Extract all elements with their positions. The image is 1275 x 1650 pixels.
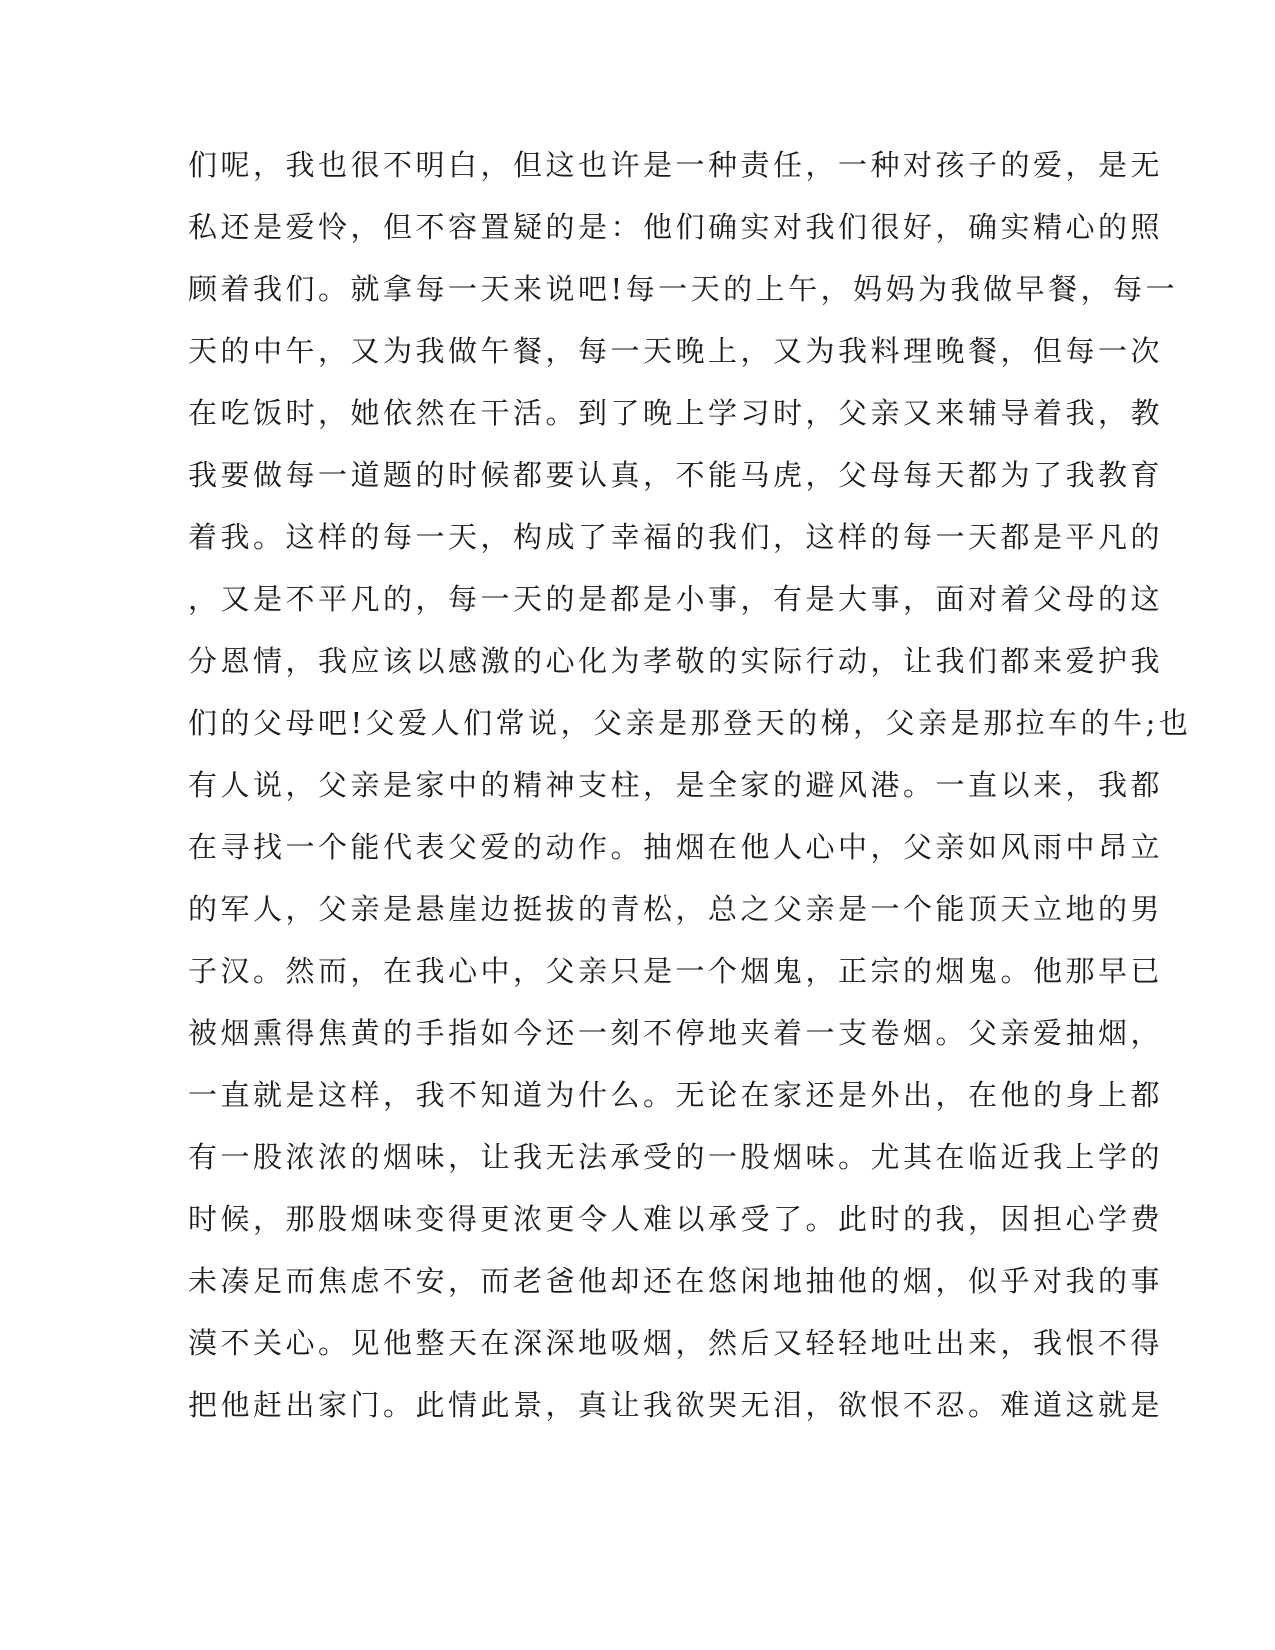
text-line: 未凑足而焦虑不安，而老爸他却还在悠闲地抽他的烟，似乎对我的事 (188, 1264, 1164, 1298)
text-line: 们呢，我也很不明白，但这也许是一种责任，一种对孩子的爱，是无 (188, 148, 1164, 182)
text-line: 着我。这样的每一天，构成了幸福的我们，这样的每一天都是平凡的 (188, 520, 1164, 554)
text-line: 漠不关心。见他整天在深深地吸烟，然后又轻轻地吐出来，我恨不得 (188, 1326, 1164, 1360)
text-line: 有一股浓浓的烟味，让我无法承受的一股烟味。尤其在临近我上学的 (188, 1140, 1164, 1174)
text-line: 的军人，父亲是悬崖边挺拔的青松，总之父亲是一个能顶天立地的男 (188, 892, 1164, 926)
text-line: 有人说，父亲是家中的精神支柱，是全家的避风港。一直以来，我都 (188, 768, 1164, 802)
text-line: 在寻找一个能代表父爱的动作。抽烟在他人心中，父亲如风雨中昂立 (188, 830, 1164, 864)
body-text (188, 134, 1192, 1436)
text-line: 时候，那股烟味变得更浓更令人难以承受了。此时的我，因担心学费 (188, 1202, 1164, 1236)
text-line: 我要做每一道题的时候都要认真，不能马虎，父母每天都为了我教育 (188, 458, 1164, 492)
text-line: ，又是不平凡的，每一天的是都是小事，有是大事，面对着父母的这 (188, 582, 1164, 616)
text-line: 们的父母吧!父爱人们常说，父亲是那登天的梯，父亲是那拉车的牛;也 (188, 706, 1192, 740)
text-line: 一直就是这样，我不知道为什么。无论在家还是外出，在他的身上都 (188, 1078, 1164, 1112)
text-line: 分恩情，我应该以感激的心化为孝敬的实际行动，让我们都来爱护我 (188, 644, 1164, 678)
text-line: 天的中午，又为我做午餐，每一天晚上，又为我料理晚餐，但每一次 (188, 334, 1164, 368)
text-line: 把他赶出家门。此情此景，真让我欲哭无泪，欲恨不忍。难道这就是 (188, 1388, 1164, 1422)
text-line: 子汉。然而，在我心中，父亲只是一个烟鬼，正宗的烟鬼。他那早已 (188, 954, 1164, 988)
text-line: 在吃饭时，她依然在干活。到了晚上学习时，父亲又来辅导着我，教 (188, 396, 1164, 430)
text-line: 私还是爱怜，但不容置疑的是：他们确实对我们很好，确实精心的照 (188, 210, 1164, 244)
text-line: 顾着我们。就拿每一天来说吧!每一天的上午，妈妈为我做早餐，每一 (188, 272, 1179, 306)
text-line: 被烟熏得焦黄的手指如今还一刻不停地夹着一支卷烟。父亲爱抽烟， (188, 1016, 1164, 1050)
